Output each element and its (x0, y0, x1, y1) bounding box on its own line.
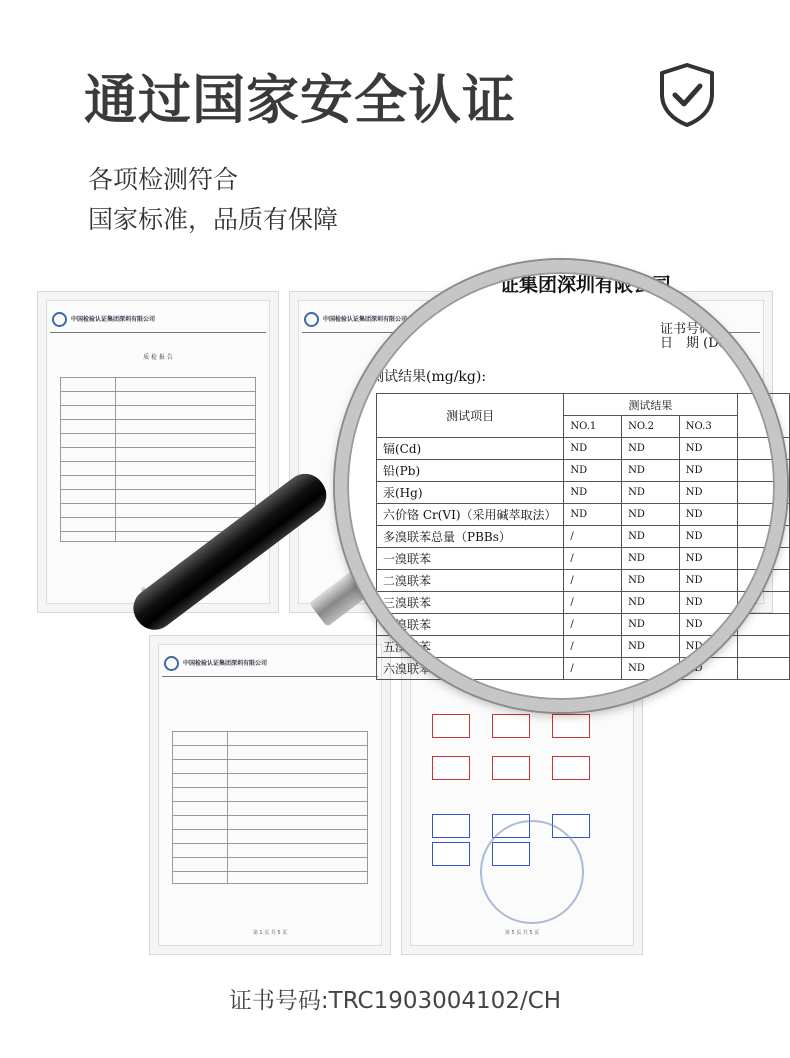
result-value: ND (622, 438, 680, 460)
result-value: ND (679, 570, 737, 592)
page-footer: 第 1 页 共 5 页 (252, 930, 288, 936)
result-value: ND (679, 526, 737, 548)
result-value: ND (622, 614, 680, 636)
result-value: ND (679, 658, 737, 680)
cic-logo-icon (164, 656, 179, 671)
result-value: / (564, 592, 622, 614)
shield-check-icon (656, 62, 718, 128)
test-item: 多溴联苯总量（PBBs） (377, 526, 564, 548)
certificate-number: 证书号码:TRC1903004102/CH (228, 988, 562, 1014)
result-value: ND (622, 570, 680, 592)
report-header: 中国检验认证集团深圳有限公司 (323, 316, 408, 323)
test-item: 六价铬 Cr(VI)（采用碱萃取法） (377, 504, 564, 526)
result-value: ND (622, 658, 680, 680)
result-value: ND (679, 482, 737, 504)
subtitle-line-1: 各项检测符合 (88, 165, 239, 194)
result-value: / (564, 548, 622, 570)
lens-result-label: 测试结果(mg/kg): (370, 369, 487, 385)
test-item: 三溴联苯 (377, 592, 564, 614)
result-value: ND (622, 526, 680, 548)
test-item: 镉(Cd) (377, 438, 564, 460)
result-value: / (564, 614, 622, 636)
report-header: 中国检验认证集团深圳有限公司 (183, 660, 268, 667)
magnifier-ring (335, 260, 787, 712)
result-value: ND (679, 504, 737, 526)
result-value: ND (622, 592, 680, 614)
subtitle-line-2: 国家标准，品质有保障 (88, 205, 339, 234)
test-item: 二溴联苯 (377, 570, 564, 592)
result-value: / (564, 636, 622, 658)
official-seal-stamp (480, 820, 584, 924)
result-value: ND (622, 636, 680, 658)
report-page-3 (150, 636, 390, 954)
lens-company-name: 证集团深圳有限公司 (500, 274, 672, 296)
result-value: ND (679, 438, 737, 460)
result-value: ND (679, 614, 737, 636)
lens-cert-label: 证书号码 (660, 322, 713, 337)
test-item: 铅(Pb) (377, 460, 564, 482)
result-value: ND (622, 482, 680, 504)
col-no3: NO.3 (679, 416, 737, 438)
result-value: ND (564, 482, 622, 504)
cic-logo-icon (304, 312, 319, 327)
result-value: ND (564, 504, 622, 526)
result-value: ND (679, 636, 737, 658)
result-value: / (564, 658, 622, 680)
lens-date-label: 日 期 (Da (660, 336, 727, 351)
result-value: ND (622, 548, 680, 570)
result-value: ND (622, 460, 680, 482)
test-item: 六溴联苯 (377, 658, 564, 680)
col-header-result: 测试结果 (564, 394, 737, 416)
test-item: 一溴联苯 (377, 548, 564, 570)
result-value: ND (679, 592, 737, 614)
result-value: ND (564, 460, 622, 482)
col-no1: NO.1 (564, 416, 622, 438)
result-value: ND (679, 548, 737, 570)
col-no2: NO.2 (622, 416, 680, 438)
report-title: 质 检 报 告 (143, 354, 173, 361)
col-header-item: 测试项目 (377, 394, 564, 438)
result-value: ND (622, 504, 680, 526)
cic-logo-icon (52, 312, 67, 327)
test-item: 汞(Hg) (377, 482, 564, 504)
page-footer: 第 5 页 共 5 页 (504, 930, 540, 936)
test-item: 五溴联苯 (377, 636, 564, 658)
result-value: / (564, 526, 622, 548)
result-value: ND (679, 460, 737, 482)
result-value: ND (564, 438, 622, 460)
test-item: 四溴联苯 (377, 614, 564, 636)
result-value: / (564, 570, 622, 592)
report-header: 中国检验认证集团深圳有限公司 (71, 316, 156, 323)
page-title: 通过国家安全认证 (84, 70, 516, 131)
